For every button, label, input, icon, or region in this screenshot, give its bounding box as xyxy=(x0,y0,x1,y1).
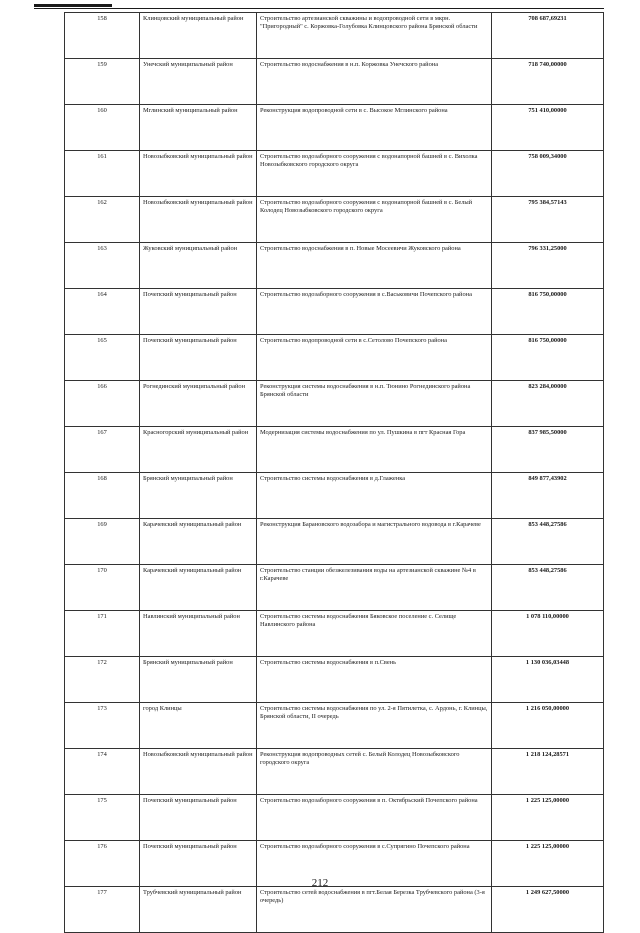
row-number: 168 xyxy=(65,473,140,519)
project-cell: Строительство станции обезжелезивания воды на артезианской скважине №4 в г.Карачеве xyxy=(257,565,492,611)
row-number: 177 xyxy=(65,887,140,933)
row-number: 162 xyxy=(65,197,140,243)
amount-cell: 1 249 627,50000 xyxy=(492,887,604,933)
row-number: 172 xyxy=(65,657,140,703)
district-cell: Почепский муниципальный район xyxy=(140,335,257,381)
row-number: 160 xyxy=(65,105,140,151)
project-cell: Строительство сетей водоснабжения в пгт.Белая Березка Трубчевского района (3-я очередь) xyxy=(257,887,492,933)
district-cell: Новозыбковский муниципальный район xyxy=(140,749,257,795)
row-number: 175 xyxy=(65,795,140,841)
district-cell: Брянский муниципальный район xyxy=(140,473,257,519)
amount-cell: 1 078 110,00000 xyxy=(492,611,604,657)
row-number: 174 xyxy=(65,749,140,795)
project-cell: Строительство системы водоснабжения по ул. 2-я Пятилетка, с. Ардонь, г. Клинцы, Брянской области, II очередь xyxy=(257,703,492,749)
project-cell: Строительство системы водоснабжения в п.Свень xyxy=(257,657,492,703)
district-cell: Навлинский муниципальный район xyxy=(140,611,257,657)
table-row xyxy=(65,197,604,243)
district-cell: Новозыбковский муниципальный район xyxy=(140,151,257,197)
row-number: 173 xyxy=(65,703,140,749)
amount-cell: 796 331,25000 xyxy=(492,243,604,289)
row-number: 158 xyxy=(65,13,140,59)
amount-cell: 1 218 124,28571 xyxy=(492,749,604,795)
table-row xyxy=(65,335,604,381)
amount-cell: 758 009,34000 xyxy=(492,151,604,197)
amount-cell: 1 225 125,00000 xyxy=(492,795,604,841)
district-cell: Почепский муниципальный район xyxy=(140,795,257,841)
project-cell: Реконструкция Барановского водозабора и магистрального водовода в г.Карачеве xyxy=(257,519,492,565)
district-cell: Трубчевский муниципальный район xyxy=(140,887,257,933)
registry-table xyxy=(64,12,604,933)
page-number: 212 xyxy=(311,877,329,889)
project-cell: Строительство системы водоснабжения Бяковское поселение с. Селище Навлинского района xyxy=(257,611,492,657)
table-row xyxy=(65,381,604,427)
row-number: 165 xyxy=(65,335,140,381)
row-number: 171 xyxy=(65,611,140,657)
amount-cell: 708 687,69231 xyxy=(492,13,604,59)
district-cell: Карачевский муниципальный район xyxy=(140,519,257,565)
district-cell: Жуковский муниципальный район xyxy=(140,243,257,289)
amount-cell: 1 225 125,00000 xyxy=(492,841,604,887)
amount-cell: 816 750,00000 xyxy=(492,335,604,381)
project-cell: Строительство водозаборного сооружения с водонапорной башней в с. Вихолка Новозыбковского городского округа xyxy=(257,151,492,197)
amount-cell: 853 448,27586 xyxy=(492,519,604,565)
row-number: 176 xyxy=(65,841,140,887)
amount-cell: 816 750,00000 xyxy=(492,289,604,335)
district-cell: город Клинцы xyxy=(140,703,257,749)
project-cell: Реконструкция системы водоснабжения в н.п. Тюнино Рогнединского района Брянской области xyxy=(257,381,492,427)
table-row xyxy=(65,519,604,565)
table-row xyxy=(65,243,604,289)
table-row xyxy=(65,151,604,197)
project-cell: Строительство водопроводной сети в с.Сетолово Почепского района xyxy=(257,335,492,381)
district-cell: Унечский муниципальный район xyxy=(140,59,257,105)
district-cell: Почепский муниципальный район xyxy=(140,289,257,335)
district-cell: Брянский муниципальный район xyxy=(140,657,257,703)
top-rule xyxy=(34,8,604,9)
amount-cell: 795 384,57143 xyxy=(492,197,604,243)
amount-cell: 718 740,00000 xyxy=(492,59,604,105)
row-number: 169 xyxy=(65,519,140,565)
amount-cell: 837 985,50000 xyxy=(492,427,604,473)
row-number: 161 xyxy=(65,151,140,197)
amount-cell: 853 448,27586 xyxy=(492,565,604,611)
table-row xyxy=(65,427,604,473)
project-cell: Строительство водозаборного сооружения с водонапорной башней в с. Белый Колодец Новозыбковского городского округа xyxy=(257,197,492,243)
amount-cell: 849 877,43902 xyxy=(492,473,604,519)
district-cell: Рогнединский муниципальный район xyxy=(140,381,257,427)
table-row xyxy=(65,611,604,657)
district-cell: Почепский муниципальный район xyxy=(140,841,257,887)
district-cell: Клинцовский муниципальный район xyxy=(140,13,257,59)
project-cell: Реконструкция водопроводной сети в с. Высокое Мглинского района xyxy=(257,105,492,151)
table-row xyxy=(65,105,604,151)
project-cell: Строительство водоснабжения в н.п. Коржовка Унечского района xyxy=(257,59,492,105)
project-cell: Реконструкция водопроводных сетей с. Белый Колодец Новозыбковского городского округа xyxy=(257,749,492,795)
table-row xyxy=(65,749,604,795)
district-cell: Карачевский муниципальный район xyxy=(140,565,257,611)
table-body xyxy=(65,13,604,933)
row-number: 166 xyxy=(65,381,140,427)
table-row xyxy=(65,565,604,611)
project-cell: Строительство водозаборного сооружения в с.Васьковичи Почепского района xyxy=(257,289,492,335)
table-row xyxy=(65,289,604,335)
row-number: 167 xyxy=(65,427,140,473)
district-cell: Красногорский муниципальный район xyxy=(140,427,257,473)
table-row xyxy=(65,795,604,841)
table-row xyxy=(65,473,604,519)
table-row xyxy=(65,59,604,105)
project-cell: Строительство водозаборного сооружения в с.Супрягино Почепского района xyxy=(257,841,492,887)
amount-cell: 823 284,00000 xyxy=(492,381,604,427)
row-number: 170 xyxy=(65,565,140,611)
table-row xyxy=(65,703,604,749)
table-row xyxy=(65,887,604,933)
amount-cell: 1 130 036,03448 xyxy=(492,657,604,703)
row-number: 163 xyxy=(65,243,140,289)
project-cell: Строительство артезианской скважины и водопроводной сети в мкрн. "Пригородный" с. Коржовка-Голубовка Клинцовского района Брянской области xyxy=(257,13,492,59)
amount-cell: 751 410,00000 xyxy=(492,105,604,151)
row-number: 164 xyxy=(65,289,140,335)
table-row xyxy=(65,13,604,59)
project-cell: Строительство водоснабжения в п. Новые Мосеевичи Жуковского района xyxy=(257,243,492,289)
project-cell: Модернизация системы водоснабжения по ул. Пушкина в пгт Красная Гора xyxy=(257,427,492,473)
row-number: 159 xyxy=(65,59,140,105)
table-row xyxy=(65,657,604,703)
district-cell: Мглинский муниципальный район xyxy=(140,105,257,151)
top-margin-mark xyxy=(34,4,112,7)
project-cell: Строительство системы водоснабжения в д.Глаженка xyxy=(257,473,492,519)
district-cell: Новозыбковский муниципальный район xyxy=(140,197,257,243)
project-cell: Строительство водозаборного сооружения в п. Октябрьский Почепского района xyxy=(257,795,492,841)
amount-cell: 1 216 050,00000 xyxy=(492,703,604,749)
